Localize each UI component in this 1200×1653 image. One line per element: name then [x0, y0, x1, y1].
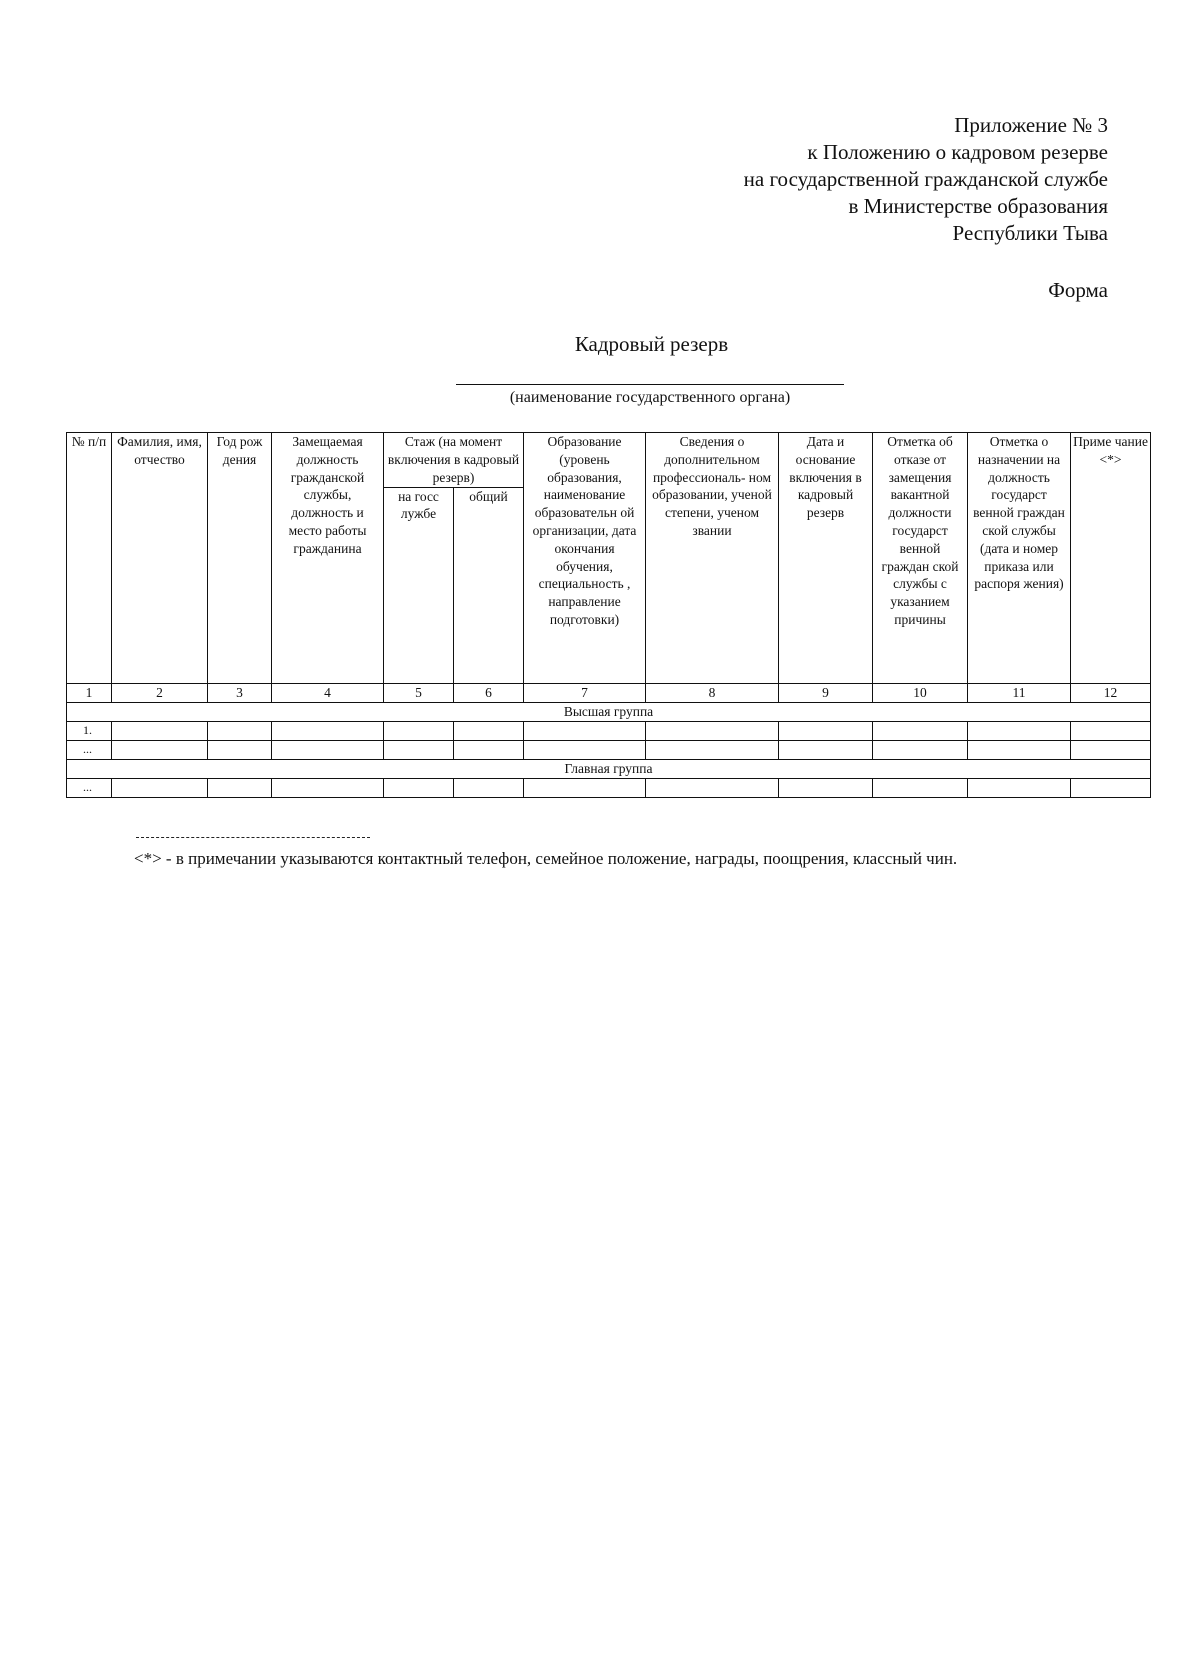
column-number: 3 — [208, 684, 272, 703]
table-cell — [112, 779, 208, 798]
table-cell — [1071, 779, 1151, 798]
table-cell — [873, 741, 968, 760]
table-cell — [112, 722, 208, 741]
header-education: Образование (уровень образования, наименование образовательн ой организации, дата окончания обучения, специальность , направление подготовки) — [524, 433, 646, 684]
column-number: 7 — [524, 684, 646, 703]
table-row — [67, 722, 1151, 741]
table-cell — [524, 741, 646, 760]
header-birth-year: Год рож дения — [208, 433, 272, 684]
appendix-number: Приложение № 3 — [954, 113, 1108, 137]
table-cell — [779, 779, 873, 798]
header-position: Замещаемая должность гражданской службы, должность и место работы гражданина — [272, 433, 384, 684]
document-title: Кадровый резерв — [574, 332, 729, 356]
header-inclusion-date: Дата и основание включения в кадровый резерв — [779, 433, 873, 684]
header-total-experience: общий — [454, 487, 524, 683]
header-row-1 — [67, 433, 1151, 488]
group-row-higher — [67, 703, 1151, 722]
column-number: 4 — [272, 684, 384, 703]
column-number: 12 — [1071, 684, 1151, 703]
column-number: 10 — [873, 684, 968, 703]
row-number: 1. — [67, 722, 112, 741]
appendix-header — [744, 112, 1108, 247]
table-cell — [208, 741, 272, 760]
table-cell — [208, 779, 272, 798]
table-cell — [454, 722, 524, 741]
header-appointment-mark: Отметка о назначении на должность государст венной граждан ской службы (дата и номер приказа или распоря жения) — [968, 433, 1071, 684]
table-cell — [646, 779, 779, 798]
table-cell — [272, 779, 384, 798]
appendix-line-2: к Положению о кадровом резерве — [807, 140, 1108, 164]
table-cell — [384, 741, 454, 760]
form-label: Форма — [1048, 278, 1108, 302]
header-additional-education: Сведения о дополнительном профессиональ- ном образовании, ученой степени, ученом звании — [646, 433, 779, 684]
column-number: 9 — [779, 684, 873, 703]
org-name-caption: (наименование государственного органа) — [509, 389, 791, 406]
table-cell — [968, 722, 1071, 741]
header-civil-service-experience: на госс лужбе — [384, 487, 454, 683]
column-number: 6 — [454, 684, 524, 703]
group-label-higher: Высшая группа — [67, 703, 1151, 722]
group-row-main — [67, 760, 1151, 779]
table-row — [67, 779, 1151, 798]
table-cell — [968, 741, 1071, 760]
column-number: 1 — [67, 684, 112, 703]
table-cell — [1071, 722, 1151, 741]
column-number: 8 — [646, 684, 779, 703]
table-cell — [1071, 741, 1151, 760]
appendix-line-3: на государственной гражданской службе — [743, 167, 1108, 191]
table-cell — [779, 741, 873, 760]
table-cell — [112, 741, 208, 760]
table-row — [67, 741, 1151, 760]
header-number: № п/п — [67, 433, 112, 684]
appendix-line-4: в Министерстве образования — [848, 194, 1108, 218]
table-cell — [524, 779, 646, 798]
table-cell — [873, 722, 968, 741]
column-number: 11 — [968, 684, 1071, 703]
table-cell — [384, 722, 454, 741]
column-numbers-row — [67, 684, 1151, 703]
row-number: ... — [67, 741, 112, 760]
reserve-table — [66, 432, 1151, 798]
table-cell — [208, 722, 272, 741]
header-experience: Стаж (на момент включения в кадровый резерв) — [384, 433, 524, 488]
org-name-blank-line — [456, 384, 844, 385]
table-cell — [779, 722, 873, 741]
appendix-line-5: Республики Тыва — [952, 221, 1108, 245]
footnote: <*> - в примечании указываются контактный телефон, семейное положение, награды, поощрения, классный чин. — [134, 849, 958, 868]
table-cell — [646, 722, 779, 741]
footnote-separator — [136, 837, 370, 838]
table-cell — [272, 722, 384, 741]
column-number: 2 — [112, 684, 208, 703]
table-cell — [968, 779, 1071, 798]
header-note: Приме чание <*> — [1071, 433, 1151, 684]
column-number: 5 — [384, 684, 454, 703]
table-cell — [454, 779, 524, 798]
table-cell — [524, 722, 646, 741]
group-label-main: Главная группа — [67, 760, 1151, 779]
row-number: ... — [67, 779, 112, 798]
header-full-name: Фамилия, имя, отчество — [112, 433, 208, 684]
table-cell — [272, 741, 384, 760]
header-refusal-mark: Отметка об отказе от замещения вакантной должности государст венной граждан ской службы с указанием причины — [873, 433, 968, 684]
table-cell — [454, 741, 524, 760]
table-cell — [646, 741, 779, 760]
table-cell — [384, 779, 454, 798]
table-cell — [873, 779, 968, 798]
